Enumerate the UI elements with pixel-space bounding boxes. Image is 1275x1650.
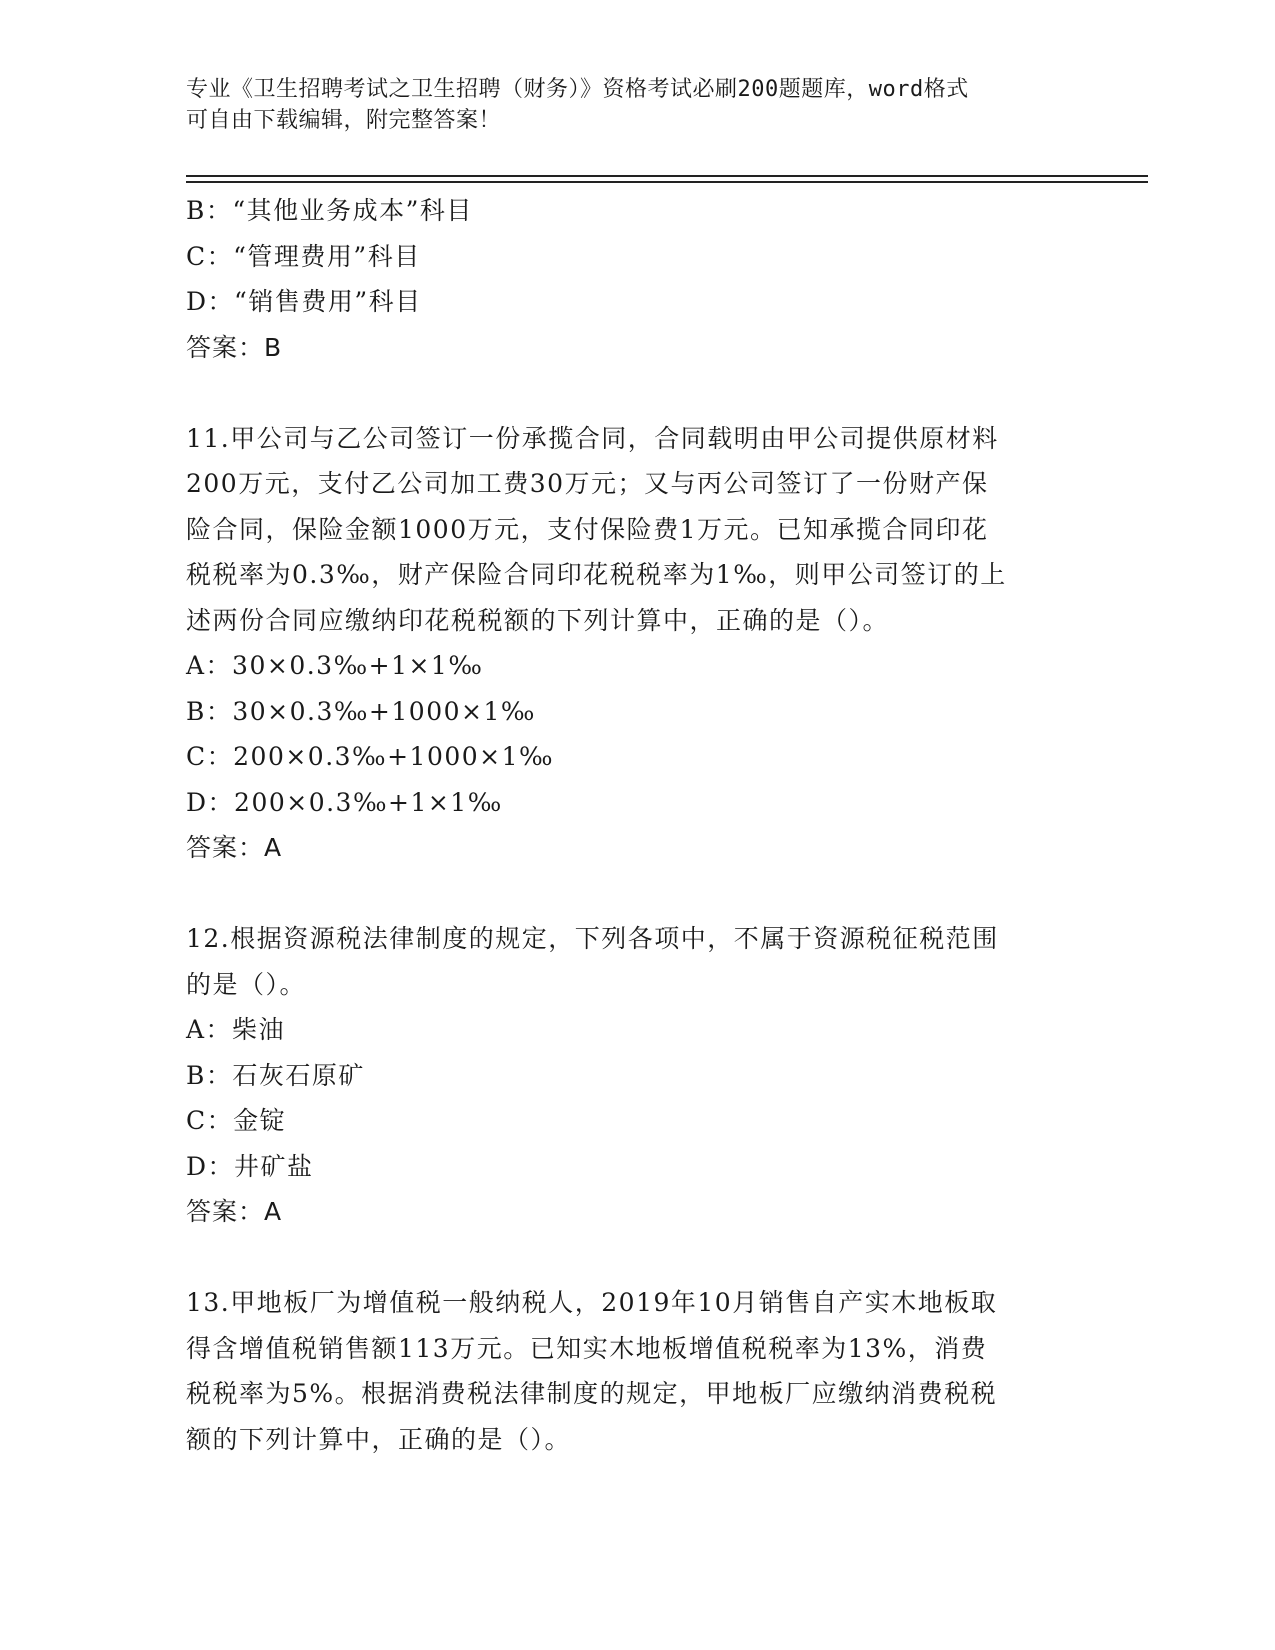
answer: 答案：A [186, 833, 283, 862]
option-a: A：柴油 [186, 1015, 286, 1044]
question-12 [186, 916, 1086, 1235]
question-stem-line: 200万元，支付乙公司加工费30万元；又与丙公司签订了一份财产保 [186, 469, 989, 498]
option-b: B：“其他业务成本”科目 [186, 196, 473, 225]
option-a: A：30×0.3‰+1×1‰ [186, 651, 484, 680]
question-stem-line: 税税率为5%。根据消费税法律制度的规定，甲地板厂应缴纳消费税税 [186, 1379, 998, 1408]
option-c: C：200×0.3‰+1000×1‰ [186, 742, 555, 771]
document-header [186, 74, 1066, 136]
option-c: C：“管理费用”科目 [186, 241, 421, 271]
question-stem-line: 述两份合同应缴纳印花税税额的下列计算中，正确的是（）。 [186, 605, 890, 635]
question-stem-line: 11.甲公司与乙公司签订一份承揽合同，合同载明由甲公司提供原材料 [186, 423, 999, 453]
header-line-2: 可自由下载编辑，附完整答案！ [186, 108, 502, 133]
answer: 答案：B [186, 332, 283, 362]
option-d: D：井矿盐 [186, 1151, 314, 1181]
option-d: D：200×0.3‰+1×1‰ [186, 787, 503, 817]
question-11 [186, 416, 1086, 871]
question-stem-line: 得含增值税销售额113万元。已知实木地板增值税税率为13%，消费 [186, 1333, 988, 1363]
question-stem-line: 额的下列计算中，正确的是（）。 [186, 1424, 572, 1454]
question-stem-line: 的是（）。 [186, 969, 307, 999]
option-b: B：石灰石原矿 [186, 1060, 365, 1090]
document-body [186, 188, 1086, 1462]
option-c: C：金锭 [186, 1106, 287, 1135]
question-13 [186, 1280, 1086, 1462]
question-stem-line: 税税率为0.3‰，财产保险合同印花税税率为1‰，则甲公司签订的上 [186, 560, 1007, 589]
option-d: D：“销售费用”科目 [186, 287, 422, 316]
question-stem-line: 险合同，保险金额1000万元，支付保险费1万元。已知承揽合同印花 [186, 514, 989, 544]
question-stem-line: 12.根据资源税法律制度的规定，下列各项中，不属于资源税征税范围 [186, 924, 999, 953]
header-rule-top [186, 175, 1148, 177]
question-stem-line: 13.甲地板厂为增值税一般纳税人，2019年10月销售自产实木地板取 [186, 1288, 998, 1317]
header-line-1: 专业《卫生招聘考试之卫生招聘（财务）》资格考试必刷200题题库，word格式 [186, 77, 969, 102]
header-rule-bottom [186, 181, 1148, 183]
option-b: B：30×0.3‰+1000×1‰ [186, 696, 536, 726]
answer: 答案：A [186, 1197, 283, 1226]
previous-question-tail [186, 188, 1086, 370]
